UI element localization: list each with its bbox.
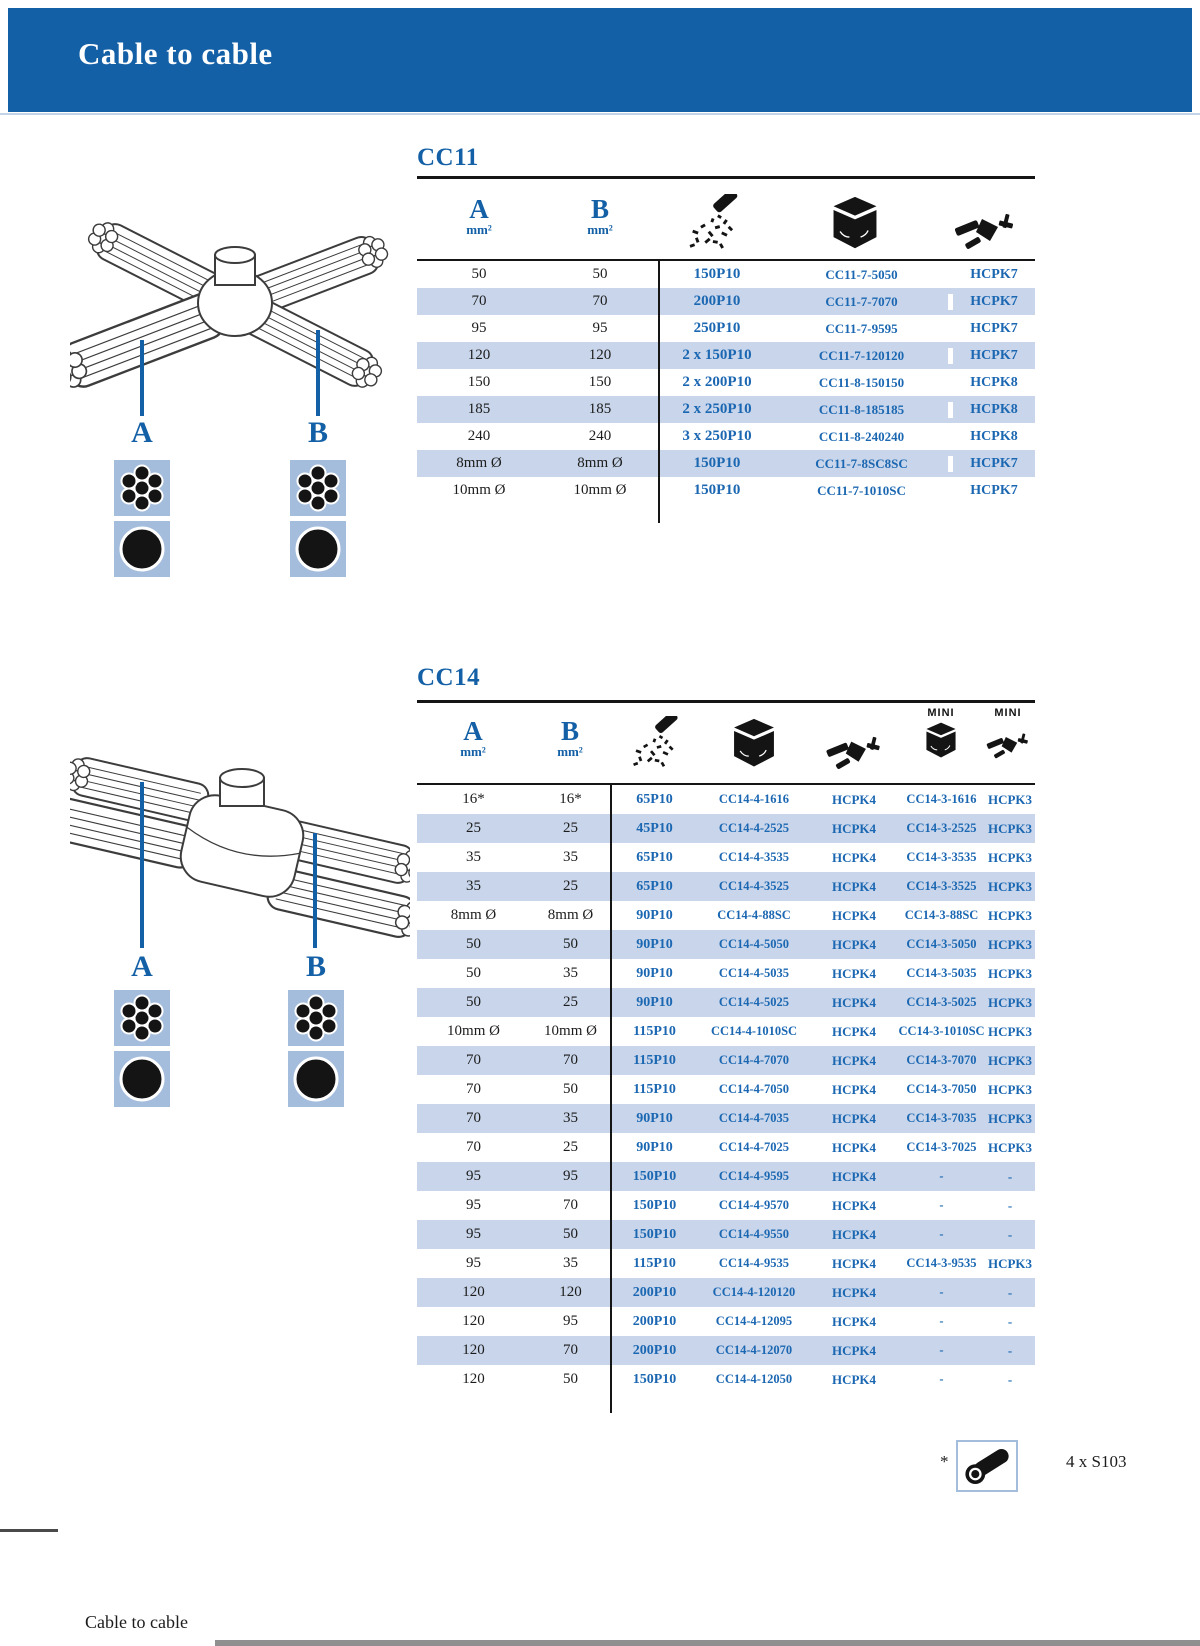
cell-conductor-b: 50 (563, 936, 578, 952)
table-row (417, 369, 1035, 396)
cell-clamp: HCPK8 (948, 429, 1035, 445)
cell-clamp: HCPK4 (831, 1139, 877, 1155)
table-row (417, 477, 1035, 504)
cell-conductor-b: 50 (563, 1226, 578, 1242)
cell-mini-clamp: HCPK3 (987, 1081, 1033, 1097)
cell-conductor-a: 95 (471, 320, 487, 336)
cell-powder: 65P10 (636, 849, 673, 865)
cell-powder: 3 x 250P10 (682, 428, 752, 444)
cell-conductor-a: 50 (471, 266, 487, 282)
stranded-conductor-icon (288, 990, 344, 1046)
cell-powder: 150P10 (693, 455, 741, 471)
cell-part-number: CC14-4-12070 (715, 1343, 793, 1357)
cell-part-number: CC11-7-8SC8SC (815, 455, 908, 471)
cell-conductor-a: 70 (471, 293, 487, 309)
cell-part-number: CC14-4-5025 (718, 995, 790, 1009)
table-vertical-divider (658, 261, 660, 523)
cell-conductor-b: 70 (563, 1052, 578, 1068)
cell-powder: 200P10 (693, 293, 741, 309)
cell-mini-clamp: HCPK3 (987, 849, 1033, 865)
cell-powder: 115P10 (633, 1052, 676, 1068)
cell-clamp: HCPK4 (831, 1052, 877, 1068)
cell-conductor-b: 50 (563, 1371, 578, 1387)
divider (417, 176, 1035, 179)
leader-line-b (313, 833, 317, 948)
cell-mini-clamp: HCPK3 (987, 1255, 1033, 1271)
cell-powder: 200P10 (632, 1284, 677, 1300)
cell-conductor-a: 50 (466, 936, 481, 952)
cell-powder: 115P10 (633, 1023, 676, 1039)
table-row (417, 1046, 1035, 1075)
cell-mini-part-number: - (939, 1285, 944, 1299)
table-row (417, 423, 1035, 450)
weld-powder-icon (683, 194, 741, 257)
cell-conductor-b: 25 (563, 994, 578, 1010)
cell-mini-clamp: HCPK3 (987, 1052, 1033, 1068)
handle-clamp-icon (955, 202, 1015, 255)
cell-powder: 115P10 (633, 1081, 676, 1097)
diagram-label-b: B (307, 416, 329, 449)
table-row (417, 1104, 1035, 1133)
cell-mini-clamp: HCPK3 (987, 994, 1033, 1010)
diagram-label-a: A (131, 950, 153, 983)
cell-conductor-b: 185 (588, 401, 612, 417)
cell-mini-part-number: - (939, 1343, 944, 1357)
cell-clamp: HCPK7 (948, 294, 1035, 310)
cell-part-number: CC14-4-1616 (718, 792, 790, 806)
cell-mini-part-number: - (939, 1314, 944, 1328)
cell-mini-clamp: - (1007, 1313, 1013, 1329)
cell-clamp: HCPK4 (831, 1081, 877, 1097)
cell-mini-clamp: - (1007, 1197, 1013, 1213)
cell-conductor-b: 120 (559, 1284, 582, 1300)
cell-mini-part-number: CC14-3-1010SC (898, 1024, 985, 1038)
page-title: Cable to cable (78, 36, 273, 71)
table-row (417, 872, 1035, 901)
cell-mini-part-number: CC14-3-3535 (906, 850, 977, 864)
cell-conductor-b: 8mm Ø (547, 907, 594, 923)
table-row (417, 315, 1035, 342)
cell-clamp: HCPK4 (831, 1023, 877, 1039)
footnote-text: 4 x S103 (1066, 1452, 1127, 1471)
cell-mini-part-number: CC14-3-7035 (906, 1111, 977, 1125)
cell-part-number: CC11-7-120120 (818, 347, 905, 363)
cell-conductor-a: 95 (466, 1226, 481, 1242)
cell-part-number: CC14-4-88SC (717, 908, 791, 922)
cell-mini-part-number: CC14-3-7025 (906, 1140, 977, 1154)
cell-mini-clamp: HCPK3 (987, 965, 1033, 981)
cell-conductor-b: 50 (563, 1081, 578, 1097)
cell-powder: 90P10 (636, 907, 673, 923)
cell-mini-part-number: CC14-3-9535 (906, 1256, 977, 1270)
cell-mini-clamp: - (1007, 1371, 1013, 1387)
cell-conductor-b: 50 (592, 266, 608, 282)
cell-mini-part-number: - (939, 1227, 944, 1241)
col-header-a: A mm² (460, 716, 486, 759)
cell-conductor-a: 10mm Ø (452, 482, 506, 498)
crop-mark (0, 1529, 58, 1532)
cell-part-number: CC11-8-150150 (818, 374, 905, 390)
cell-clamp: HCPK4 (831, 1226, 877, 1242)
cell-conductor-b: 240 (588, 428, 612, 444)
solid-conductor-icon (288, 1051, 344, 1107)
cell-mini-clamp: - (1007, 1168, 1013, 1184)
cell-clamp: HCPK4 (831, 936, 877, 952)
cell-powder: 90P10 (636, 936, 673, 952)
cell-conductor-a: 8mm Ø (450, 907, 497, 923)
table-row (417, 342, 1035, 369)
table-row (417, 1249, 1035, 1278)
cell-powder: 250P10 (693, 320, 741, 336)
col-header-b: B mm² (587, 194, 613, 237)
table-row (417, 785, 1035, 814)
col-header-b: B mm² (557, 716, 583, 759)
cell-conductor-b: 70 (563, 1197, 578, 1213)
table-vertical-divider (610, 785, 612, 1413)
cell-mini-clamp: - (1007, 1284, 1013, 1300)
cell-conductor-b: 25 (563, 1139, 578, 1155)
cell-mini-clamp: HCPK3 (987, 936, 1033, 952)
handle-clamp-icon (826, 726, 882, 775)
cell-mini-clamp: HCPK3 (987, 1139, 1033, 1155)
cell-clamp: HCPK4 (831, 1342, 877, 1358)
cell-conductor-a: 8mm Ø (456, 455, 502, 471)
cell-conductor-a: 35 (466, 849, 481, 865)
cell-mini-part-number: CC14-3-1616 (906, 792, 977, 806)
table-row (417, 1017, 1035, 1046)
cell-conductor-b: 150 (588, 374, 612, 390)
leader-line-b (316, 330, 320, 416)
cell-conductor-a: 70 (466, 1110, 481, 1126)
cell-part-number: CC11-7-1010SC (817, 482, 906, 498)
cell-clamp: HCPK4 (831, 1255, 877, 1271)
cell-clamp: HCPK4 (831, 1110, 877, 1126)
cell-mini-clamp: HCPK3 (987, 1110, 1033, 1126)
cell-part-number: CC14-4-12050 (715, 1372, 793, 1386)
cell-clamp: HCPK4 (831, 849, 877, 865)
cell-clamp: HCPK4 (831, 1168, 877, 1184)
cell-conductor-a: 185 (467, 401, 491, 417)
table-row (417, 988, 1035, 1017)
table-row (417, 261, 1035, 288)
cc14-parallel-joint-illustration (70, 668, 410, 968)
cell-part-number: CC14-4-7050 (718, 1082, 790, 1096)
cell-mini-clamp: HCPK3 (987, 791, 1033, 807)
table-row (417, 1191, 1035, 1220)
cell-clamp: HCPK4 (831, 1371, 877, 1387)
mini-mould-icon: MINI (922, 708, 960, 765)
cell-powder: 150P10 (632, 1168, 677, 1184)
cell-mini-part-number: CC14-3-3525 (906, 879, 977, 893)
cell-mini-part-number: - (939, 1169, 944, 1183)
cc14-table (417, 785, 1035, 1394)
cell-conductor-a: 240 (467, 428, 491, 444)
cell-conductor-a: 35 (466, 878, 481, 894)
cell-clamp: HCPK4 (831, 1284, 877, 1300)
cell-part-number: CC11-8-240240 (818, 428, 905, 444)
table-row (417, 959, 1035, 988)
table-row (417, 1365, 1035, 1394)
cell-mini-part-number: CC14-3-7050 (906, 1082, 977, 1096)
cell-part-number: CC14-4-3525 (718, 879, 790, 893)
cell-mini-clamp: HCPK3 (987, 820, 1033, 836)
solid-conductor-icon (114, 1051, 170, 1107)
cell-clamp: HCPK7 (948, 456, 1035, 472)
cell-clamp: HCPK4 (831, 907, 877, 923)
cell-clamp: HCPK4 (831, 878, 877, 894)
cell-powder: 150P10 (632, 1197, 677, 1213)
cell-conductor-b: 70 (563, 1342, 578, 1358)
cell-conductor-a: 50 (466, 994, 481, 1010)
diagram-label-b: B (305, 950, 327, 983)
table-row (417, 814, 1035, 843)
table-row (417, 1133, 1035, 1162)
cell-part-number: CC14-4-9550 (718, 1227, 790, 1241)
cell-powder: 90P10 (636, 1110, 673, 1126)
cell-part-number: CC14-4-7070 (718, 1053, 790, 1067)
cell-clamp: HCPK7 (948, 348, 1035, 364)
cable-sleeve-icon (956, 1440, 1018, 1492)
cell-conductor-b: 95 (563, 1313, 578, 1329)
table-row (417, 1336, 1035, 1365)
table-row (417, 1162, 1035, 1191)
stranded-conductor-icon (290, 460, 346, 516)
cell-powder: 2 x 150P10 (682, 347, 752, 363)
cell-part-number: CC14-4-3535 (718, 850, 790, 864)
cell-mini-part-number: CC14-3-5050 (906, 937, 977, 951)
cell-conductor-a: 10mm Ø (447, 1023, 500, 1039)
cell-clamp: HCPK4 (831, 1197, 877, 1213)
cell-powder: 65P10 (636, 791, 673, 807)
cell-conductor-a: 95 (466, 1168, 481, 1184)
mould-icon (728, 718, 780, 775)
table-row (417, 901, 1035, 930)
cell-conductor-b: 35 (563, 965, 578, 981)
cell-clamp: HCPK4 (831, 965, 877, 981)
table-row (417, 1307, 1035, 1336)
cell-powder: 90P10 (636, 1139, 673, 1155)
cell-powder: 150P10 (693, 266, 741, 282)
cell-clamp: HCPK7 (948, 483, 1035, 499)
mini-handle-clamp-icon: MINI (986, 708, 1030, 764)
cell-powder: 90P10 (636, 994, 673, 1010)
cell-part-number: CC14-4-7035 (718, 1111, 790, 1125)
table-row (417, 396, 1035, 423)
cc11-cross-joint-illustration (70, 145, 400, 445)
cell-clamp: HCPK4 (831, 1313, 877, 1329)
table-row (417, 1220, 1035, 1249)
cc14-section-title: CC14 (417, 664, 481, 691)
cell-clamp: HCPK8 (948, 375, 1035, 391)
cell-powder: 150P10 (632, 1371, 677, 1387)
cell-part-number: CC14-4-12095 (715, 1314, 793, 1328)
cell-clamp: HCPK4 (831, 994, 877, 1010)
cell-conductor-b: 35 (563, 1110, 578, 1126)
cell-mini-clamp: - (1007, 1342, 1013, 1358)
mould-icon (827, 196, 883, 257)
cell-mini-part-number: - (939, 1198, 944, 1212)
table-row (417, 1075, 1035, 1104)
cell-powder: 90P10 (636, 965, 673, 981)
cell-conductor-a: 120 (462, 1313, 485, 1329)
cell-mini-clamp: HCPK3 (987, 878, 1033, 894)
cell-part-number: CC14-4-9595 (718, 1169, 790, 1183)
cell-conductor-a: 120 (462, 1284, 485, 1300)
cell-mini-clamp: - (1007, 1226, 1013, 1242)
col-header-a: A mm² (466, 194, 492, 237)
cell-part-number: CC14-4-9535 (718, 1256, 790, 1270)
cell-mini-part-number: CC14-3-5025 (906, 995, 977, 1009)
cell-conductor-a: 120 (467, 347, 491, 363)
cell-powder: 200P10 (632, 1342, 677, 1358)
cell-part-number: CC14-4-1010SC (710, 1024, 798, 1038)
cell-powder: 200P10 (632, 1313, 677, 1329)
table-row (417, 930, 1035, 959)
cell-powder: 2 x 200P10 (682, 374, 752, 390)
stranded-conductor-icon (114, 460, 170, 516)
cell-mini-part-number: - (939, 1372, 944, 1386)
weld-powder-icon (627, 716, 681, 775)
cell-clamp: HCPK7 (948, 267, 1035, 283)
cell-mini-part-number: CC14-3-7070 (906, 1053, 977, 1067)
cell-clamp: HCPK8 (948, 402, 1035, 418)
cell-part-number: CC11-8-185185 (818, 401, 905, 417)
cell-conductor-a: 70 (466, 1139, 481, 1155)
diagram-label-a: A (131, 416, 153, 449)
cell-conductor-b: 70 (592, 293, 608, 309)
cell-powder: 150P10 (632, 1226, 677, 1242)
table-row (417, 288, 1035, 315)
cell-conductor-b: 25 (563, 820, 578, 836)
cell-conductor-b: 35 (563, 1255, 578, 1271)
cell-conductor-a: 50 (466, 965, 481, 981)
cell-part-number: CC11-7-7070 (825, 293, 898, 309)
cell-part-number: CC14-4-9570 (718, 1198, 790, 1212)
cell-conductor-a: 95 (466, 1255, 481, 1271)
cell-clamp: HCPK4 (831, 820, 877, 836)
cell-part-number: CC14-4-120120 (712, 1285, 796, 1299)
cell-mini-part-number: CC14-3-88SC (904, 908, 979, 922)
cell-part-number: CC14-4-5050 (718, 937, 790, 951)
table-row (417, 450, 1035, 477)
cell-conductor-b: 35 (563, 849, 578, 865)
solid-conductor-icon (290, 521, 346, 577)
cell-conductor-b: 10mm Ø (544, 1023, 597, 1039)
cell-conductor-b: 16* (559, 791, 582, 807)
cell-mini-part-number: CC14-3-5035 (906, 966, 977, 980)
cell-conductor-a: 120 (462, 1342, 485, 1358)
cell-clamp: HCPK4 (831, 791, 877, 807)
cell-powder: 115P10 (633, 1255, 676, 1271)
cell-conductor-b: 120 (588, 347, 612, 363)
cell-conductor-b: 95 (563, 1168, 578, 1184)
cell-clamp: HCPK7 (948, 321, 1035, 337)
cell-conductor-b: 25 (563, 878, 578, 894)
cell-conductor-b: 10mm Ø (573, 482, 627, 498)
cell-part-number: CC11-7-9595 (825, 320, 898, 336)
cc11-table (417, 261, 1035, 504)
cell-conductor-a: 70 (466, 1052, 481, 1068)
footnote-mark: * (940, 1452, 949, 1471)
cell-part-number: CC14-4-7025 (718, 1140, 790, 1154)
cell-conductor-a: 25 (466, 820, 481, 836)
cell-conductor-a: 16* (462, 791, 485, 807)
leader-line-a (140, 782, 144, 948)
cell-part-number: CC14-4-2525 (718, 821, 790, 835)
cell-conductor-a: 120 (462, 1371, 485, 1387)
cell-mini-part-number: CC14-3-2525 (906, 821, 977, 835)
table-row (417, 1278, 1035, 1307)
cc11-section-title: CC11 (417, 144, 479, 171)
stranded-conductor-icon (114, 990, 170, 1046)
bottom-strip (215, 1640, 1200, 1646)
cell-conductor-b: 8mm Ø (577, 455, 623, 471)
solid-conductor-icon (114, 521, 170, 577)
cell-conductor-a: 95 (466, 1197, 481, 1213)
cell-mini-clamp: HCPK3 (987, 907, 1033, 923)
cell-mini-clamp: HCPK3 (987, 1023, 1033, 1039)
cell-part-number: CC11-7-5050 (825, 266, 898, 282)
cell-powder: 150P10 (693, 482, 741, 498)
cell-part-number: CC14-4-5035 (718, 966, 790, 980)
banner-underline (0, 113, 1200, 115)
divider (417, 700, 1035, 703)
cell-powder: 2 x 250P10 (682, 401, 752, 417)
leader-line-a (140, 340, 144, 416)
footer-title: Cable to cable (85, 1612, 188, 1632)
cell-conductor-a: 150 (467, 374, 491, 390)
table-row (417, 843, 1035, 872)
cell-conductor-a: 70 (466, 1081, 481, 1097)
cell-powder: 45P10 (636, 820, 673, 836)
cell-powder: 65P10 (636, 878, 673, 894)
cell-conductor-b: 95 (592, 320, 608, 336)
